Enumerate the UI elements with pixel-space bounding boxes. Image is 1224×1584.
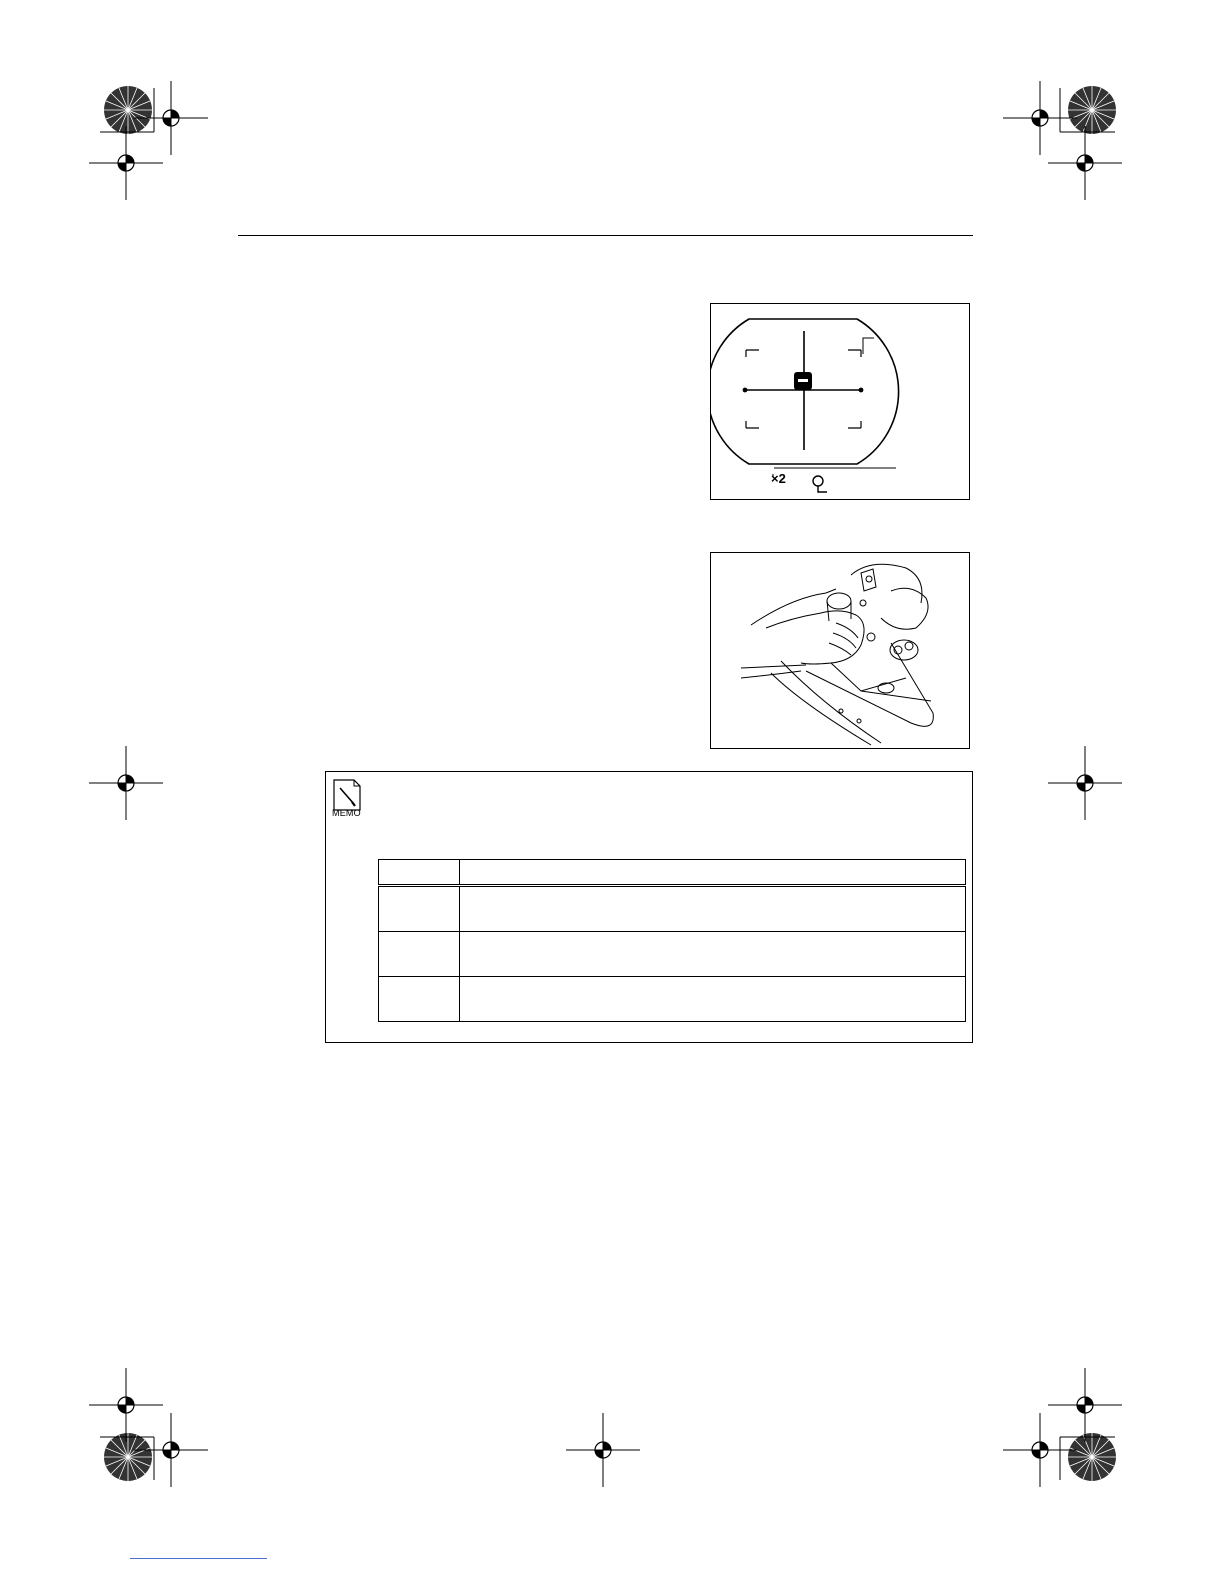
memo-table-header: [379, 860, 966, 886]
joystick-figure: [710, 552, 970, 749]
reticle-figure: [710, 303, 970, 500]
table-row: [379, 886, 966, 932]
header-rule: [238, 235, 973, 236]
table-cell: [460, 886, 966, 932]
table-row: [379, 932, 966, 977]
table-row: [379, 977, 966, 1022]
memo-table-header-cell: [379, 860, 460, 886]
table-cell: [460, 977, 966, 1022]
memo-label: MEMO: [332, 808, 361, 818]
memo-box: [325, 771, 973, 1043]
table-cell: [379, 932, 460, 977]
table-cell: [379, 886, 460, 932]
table-cell: [460, 932, 966, 977]
footer-link-underline: [130, 1558, 267, 1559]
magnification-label: ×2: [771, 471, 786, 486]
memo-table: [378, 859, 966, 1022]
memo-table-header-cell: [460, 860, 966, 886]
table-cell: [379, 977, 460, 1022]
